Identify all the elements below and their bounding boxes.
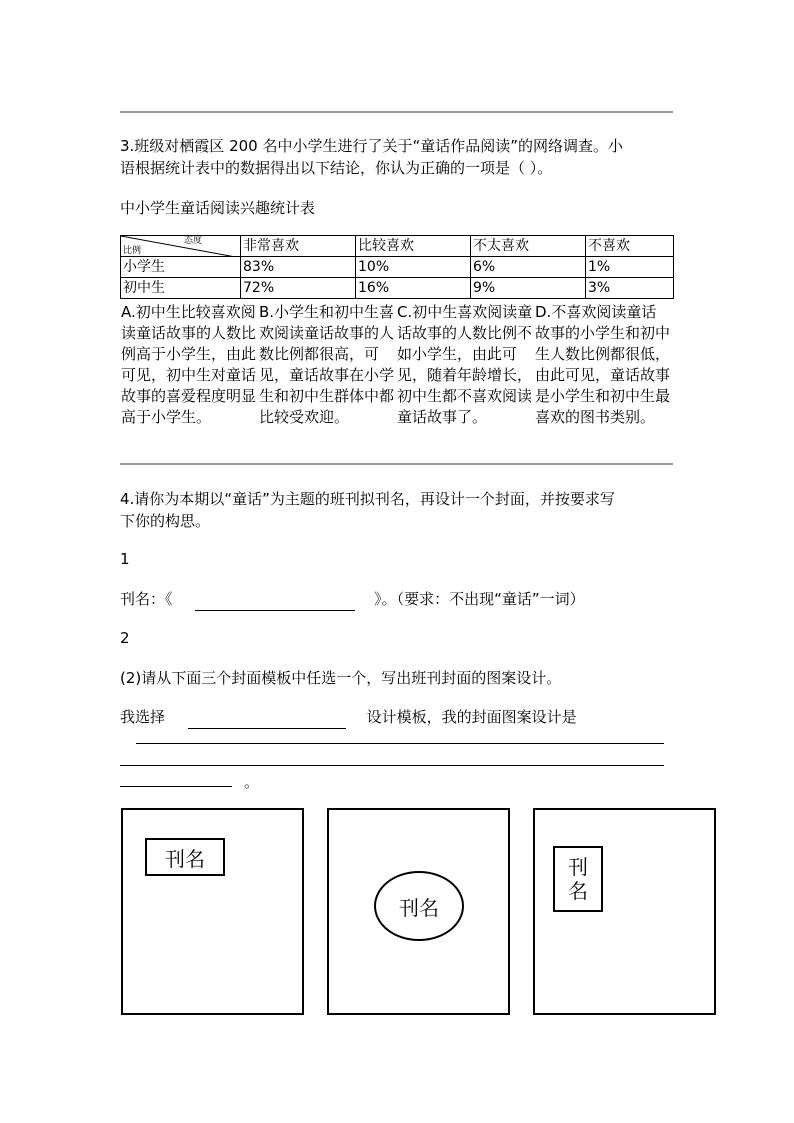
name-input-blank[interactable] [195, 592, 355, 611]
title-box-label: 刊 名 [568, 855, 588, 903]
option-d[interactable]: D.不喜欢阅读童话故事的小学生和初中生人数比例都很低，由此可见，童话故事是小学生和初中生最喜欢的图书类别。 [535, 303, 671, 426]
table-row [121, 257, 674, 278]
option-b[interactable]: B.小学生和初中生喜欢阅读童话故事的人数比例都很高，可见，童话故事在小学生和初中生群体中都比较受欢迎。 [259, 303, 395, 426]
table-cell: 3% [586, 278, 674, 299]
answer-line-1[interactable] [136, 743, 664, 744]
row-label: 初中生 [121, 278, 241, 299]
cover-template-3[interactable] [533, 808, 716, 1015]
part2-instruction: (2)请从下面三个封面模板中任选一个，写出班刊封面的图案设计。 [120, 669, 562, 687]
row-label: 小学生 [121, 257, 241, 278]
q3-stem-line1: 3.班级对栖霞区 200 名中小学生进行了关于“童话作品阅读”的网络调查。小 [120, 137, 624, 155]
answer-options [120, 302, 673, 428]
title-box-rect [145, 838, 225, 876]
table-cell: 10% [356, 257, 471, 278]
corner-top-label: 态度 [183, 236, 202, 246]
table-header-row [121, 236, 674, 257]
header-cell: 比较喜欢 [356, 236, 471, 257]
table-corner-cell [121, 236, 241, 257]
table-cell: 16% [356, 278, 471, 299]
corner-bottom-label: 比例 [123, 246, 142, 256]
q4-stem-line1: 4.请你为本期以“童话”为主题的班刊拟刊名，再设计一个封面，并按要求写 [120, 490, 615, 508]
template-choice-blank[interactable] [188, 710, 346, 729]
option-a[interactable]: A.初中生比较喜欢阅读童话故事的人数比例高于小学生，由此可见，初中生对童话故事的喜爱程度明显高于小学生。 [121, 303, 257, 426]
name-line [120, 587, 585, 611]
top-divider [120, 111, 673, 113]
option-c[interactable]: C.初中生喜欢阅读童话故事的人数比例不如小学生，由此可见，随着年龄增长，初中生都不喜欢阅读童话故事了。 [397, 303, 533, 426]
q3-stem-line2: 语根据统计表中的数据得出以下结论，你认为正确的一项是（ ）。 [120, 159, 553, 177]
header-cell: 不喜欢 [586, 236, 674, 257]
choose-prefix: 我选择 [120, 708, 166, 726]
answer-line-3[interactable] [120, 786, 232, 787]
table-cell: 9% [471, 278, 586, 299]
title-box-vertical [553, 846, 603, 912]
title-box-label: 刊名 [165, 846, 205, 871]
end-mark: 。 [244, 773, 260, 791]
name-suffix: 》。（要求：不出现“童话”一词） [374, 590, 585, 608]
answer-line-2[interactable] [120, 765, 664, 766]
section-divider [120, 463, 673, 465]
table-cell: 72% [241, 278, 356, 299]
cover-template-1[interactable] [121, 808, 304, 1015]
title-box-label: 刊名 [399, 895, 439, 920]
table-row [121, 278, 674, 299]
table-cell: 1% [586, 257, 674, 278]
part2-number: 2 [120, 629, 130, 647]
choose-suffix: 设计模板，我的封面图案设计是 [366, 708, 577, 726]
part1-number: 1 [120, 550, 130, 568]
table-cell: 6% [471, 257, 586, 278]
header-cell: 非常喜欢 [241, 236, 356, 257]
name-prefix: 刊名：《 [120, 590, 173, 608]
table-title: 中小学生童话阅读兴趣统计表 [120, 199, 316, 217]
stats-table [120, 235, 674, 299]
header-cell: 不太喜欢 [471, 236, 586, 257]
title-box-oval [374, 871, 464, 941]
choose-line [120, 705, 577, 729]
table-cell: 83% [241, 257, 356, 278]
q4-stem-line2: 下你的构思。 [120, 512, 211, 530]
cover-template-2[interactable] [327, 808, 510, 1015]
